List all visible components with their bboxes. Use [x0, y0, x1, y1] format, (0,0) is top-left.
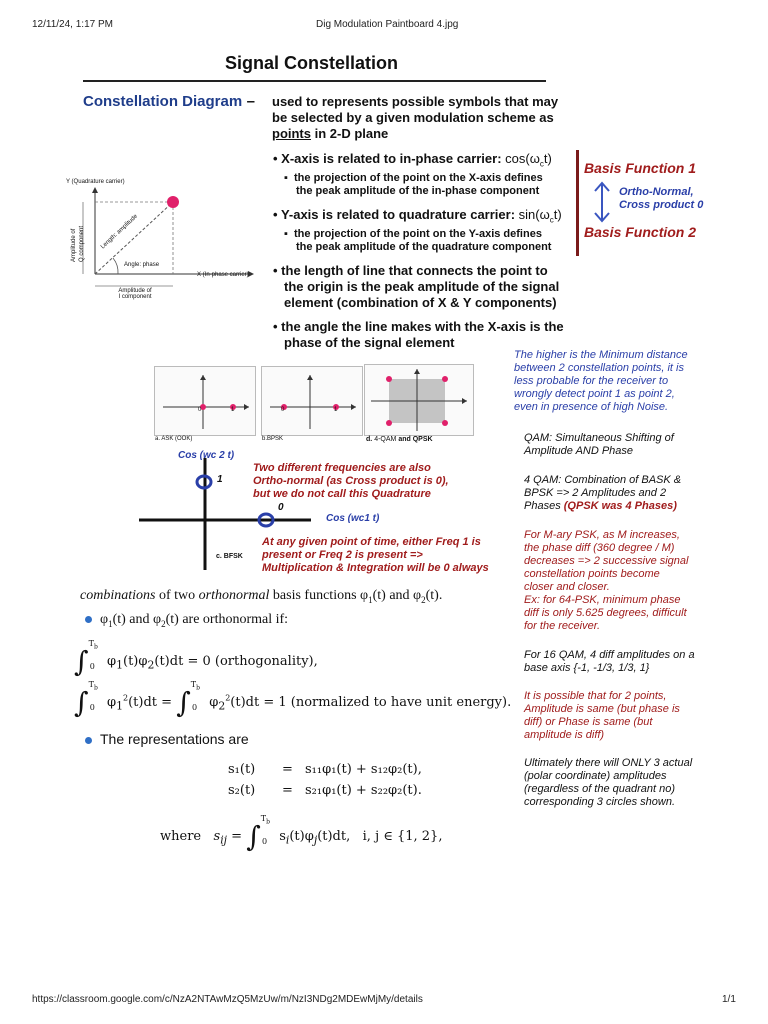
- bullet-y-axis: • Y-axis is related to quadrature carrier: $\sin(\omega_ct)$: [273, 207, 562, 225]
- cd-title: Constellation Diagram: [83, 93, 243, 110]
- note-3-amplitudes: Ultimately there will ONLY 3 actual (polar coordinate) amplitudes (regardless of the quadrant no) corresponding 3 circles shown.: [524, 757, 693, 808]
- bfsk-note-1: Two different frequencies are also Ortho-normal (as Cross product is 0), but we do not call this Quadrature: [253, 462, 449, 500]
- bullet-length-3: element (combination of X & Y components): [284, 295, 557, 310]
- cross-product-note: Cross product 0: [619, 199, 704, 211]
- bpsk-p0: 0: [281, 407, 285, 413]
- eq-s1-lhs: s₁(t): [228, 762, 256, 777]
- math-intro: combinations of two orthonormal basis functions $\varphi_1(t)$ and $\varphi_2(t)$.: [80, 588, 443, 605]
- eq-s2-eq: =: [282, 783, 293, 798]
- bullet-dot-2: [85, 737, 92, 744]
- symbol-point: [167, 196, 179, 208]
- math-orthonormal-if: $\varphi_1(t)$ and $\varphi_2(t)$ are orthonormal if:: [85, 612, 288, 629]
- bpsk-p1: 1: [334, 407, 338, 413]
- print-file-title: Dig Modulation Paintboard 4.jpg: [316, 19, 459, 30]
- basis-bracket: [576, 150, 579, 256]
- ask-panel: [154, 366, 256, 436]
- cos-func: $\cos(\omega_ct)$: [505, 151, 552, 169]
- bfsk-caption: c. BFSK: [216, 553, 243, 560]
- amplitude-phase-diagram: [63, 176, 268, 306]
- diagram-y-label: Y (Quadrature carrier): [66, 179, 125, 185]
- bullet-length: • the length of line that connects the point to: [273, 263, 548, 278]
- note-mary-psk: For M-ary PSK, as M increases, the phase diff (360 degree / M) decreases => 2 successive signal constellation points become closer and closer. Ex: for 64-PSK, minimum phase diff is only 5.625 degrees, difficult for the receiver.: [524, 529, 689, 632]
- diagram-x-label: X (In-phase carrier): [197, 272, 249, 278]
- bullet-x-axis-text: X-axis is related to in-phase carrier:: [281, 151, 502, 166]
- title-underline: [83, 80, 546, 82]
- cd-def-rest: in 2-D plane: [311, 126, 389, 141]
- diagram-amp-i: Amplitude of I component: [118, 288, 152, 300]
- y-sub-bullet-2: the peak amplitude of the quadrature component: [296, 241, 552, 253]
- double-arrow-icon: [592, 180, 612, 224]
- note-16qam: For 16 QAM, 4 diff amplitudes on a base axis {-1, -1/3, 1/3, 1}: [524, 649, 695, 674]
- bullet-y-axis-text: Y-axis is related to quadrature carrier:: [280, 207, 516, 222]
- ask-p0: 0: [198, 407, 202, 413]
- eq-orthogonality: ∫$^{T_b}_0$ $\varphi_1(t)\varphi_2(t)dt = 0$ (orthogonality),: [74, 638, 318, 678]
- diagram-amp-q-2: Q component: [79, 225, 85, 262]
- cd-def-line1: used to represents possible symbols that may: [272, 94, 559, 109]
- cd-def-line2: be selected by a given modulation scheme as: [272, 110, 554, 125]
- bullet-length-2: the origin is the peak amplitude of the signal: [284, 279, 560, 294]
- bfsk-pt0: 0: [278, 502, 284, 513]
- ortho-normal-note: Ortho-Normal,: [619, 186, 694, 198]
- ask-p1: 1: [231, 407, 235, 413]
- y-sub-bullet: ▪ the projection of the point on the Y-axis defines: [284, 228, 542, 240]
- sin-func: $\sin(\omega_ct)$: [518, 207, 562, 225]
- bpsk-caption: b.BPSK: [262, 436, 284, 442]
- print-page-number: 1/1: [722, 994, 736, 1005]
- qam-panel: [364, 364, 474, 436]
- cd-dash: –: [246, 93, 255, 110]
- basis-function-1: Basis Function 1: [584, 160, 697, 176]
- ask-caption: a. ASK (OOK): [155, 436, 193, 442]
- note-4qam: 4 QAM: Combination of BASK & BPSK => 2 Amplitudes and 2 Phases (QPSK was 4 Phases): [524, 474, 682, 512]
- eq-s2-rhs: s₂₁φ₁(t) + s₂₂φ₂(t).: [305, 783, 422, 798]
- note-qam: QAM: Simultaneous Shifting of Amplitude AND Phase: [524, 432, 674, 457]
- print-url[interactable]: https://classroom.google.com/c/NzA2NTAwMzQ5MzUw/m/NzI3NDg2MDEwMjMy/details: [32, 994, 423, 1005]
- cos-wc1-label: Cos (wc1 t): [326, 513, 380, 524]
- bullet-dot: [85, 616, 92, 623]
- qam-caption: d. 4-QAM and QPSK: [366, 436, 433, 443]
- bullet-x-axis: • X-axis is related to in-phase carrier: $\cos(\omega_ct)$: [273, 151, 552, 169]
- eq-normalization: ∫$^{T_b}_0$ $\varphi_1^2(t)dt = \int^{T_b}_0$ $\varphi_2^2(t)dt = 1$ (normalized to have unit energy).: [74, 679, 512, 719]
- cd-def-points: points: [272, 126, 311, 141]
- x-sub-bullet: ▪ the projection of the point on the X-axis defines: [284, 172, 543, 184]
- eq-s1-eq: =: [282, 762, 293, 777]
- page-title: Signal Constellation: [225, 53, 399, 73]
- note-min-distance: The higher is the Minimum distance between 2 constellation points, it is less probable for the receiver to wrongly detect point 1 as point 2, even in presence of high Noise.: [514, 349, 688, 413]
- math-reps: The representations are: [85, 731, 249, 747]
- eq-s1-rhs: s₁₁φ₁(t) + s₁₂φ₂(t),: [305, 762, 422, 777]
- bullet-angle: • the angle the line makes with the X-axis is the: [273, 319, 564, 334]
- eq-where: where $s_{ij} = \int^{T_b}_0$ $s_i(t)\varphi_j(t)dt$, i, j ∈ {1, 2},: [160, 813, 443, 853]
- note-same-amplitude: It is possible that for 2 points, Amplitude is same (but phase is diff) or Phase is same (but amplitude is diff): [524, 690, 680, 741]
- cd-def-line3: [272, 126, 388, 142]
- cos-wc2-label: Cos (wc 2 t): [178, 450, 235, 461]
- basis-function-2: Basis Function 2: [584, 224, 697, 240]
- bfsk-note-2: At any given point of time, either Freq 1 is present or Freq 2 is present => Multiplication & Integration will be 0 always: [262, 536, 489, 574]
- bullet-angle-2: phase of the signal element: [284, 335, 455, 350]
- x-sub-bullet-2: the peak amplitude of the in-phase component: [296, 185, 540, 197]
- cd-heading: [83, 93, 255, 111]
- eq-s2-lhs: s₂(t): [228, 783, 256, 798]
- bpsk-panel: [261, 366, 363, 436]
- print-timestamp: 12/11/24, 1:17 PM: [32, 19, 113, 30]
- diagram-angle-label: Angle: phase: [124, 262, 160, 268]
- diagram-length-label: Length: amplitude: [100, 213, 139, 251]
- bfsk-pt1: 1: [217, 474, 223, 485]
- diagram-amp-q: Amplitude of: [71, 228, 77, 262]
